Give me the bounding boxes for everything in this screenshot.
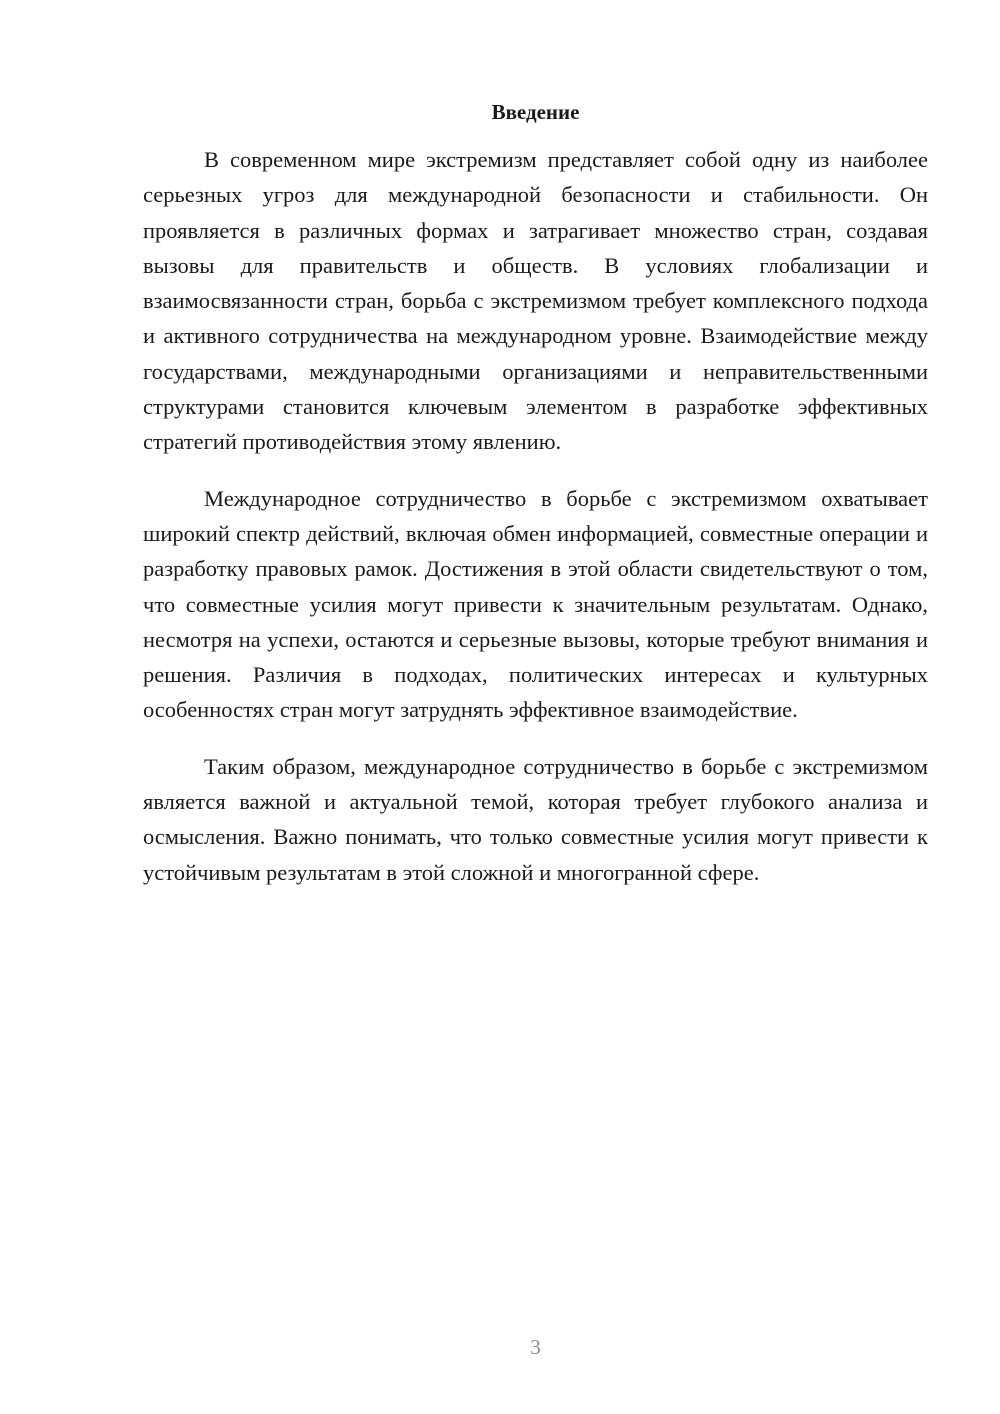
paragraph-3: Таким образом, международное сотрудничество в борьбе с экстремизмом является важной и актуальной темой, которая требует глубокого анализа и осмысления. Важно понимать, что только совместные усилия могут привести к устойчивым результатам в этой сложной и многогранной сфере.: [143, 753, 928, 885]
body-text: [143, 142, 928, 890]
paragraph-2: Международное сотрудничество в борьбе с экстремизмом охватывает широкий спектр действий, включая обмен информацией, совместные операции и разработку правовых рамок. Достижения в этой области свидетельствуют о том, что совместные усилия могут привести к значительным результатам. Однако, несмотря на успехи, остаются и серьезные вызовы, которые требуют внимания и решения. Различия в подходах, политических интересах и культурных особенностях стран могут затруднять эффективное взаимодействие.: [143, 485, 928, 723]
section-heading: Введение: [491, 100, 580, 124]
page-number: 3: [530, 1335, 541, 1359]
paragraph-1: В современном мире экстремизм представляет собой одну из наиболее серьезных угроз для международной безопасности и стабильности. Он проявляется в различных формах и затрагивает множество стран, создавая вызовы для правительств и обществ. В условиях глобализации и взаимосвязанности стран, борьба с экстремизмом требует комплексного подхода и активного сотрудничества на международном уровне. Взаимодействие между государствами, международными организациями и неправительственными структурами становится ключевым элементом в разработке эффективных стратегий противодействия этому явлению.: [143, 147, 928, 455]
